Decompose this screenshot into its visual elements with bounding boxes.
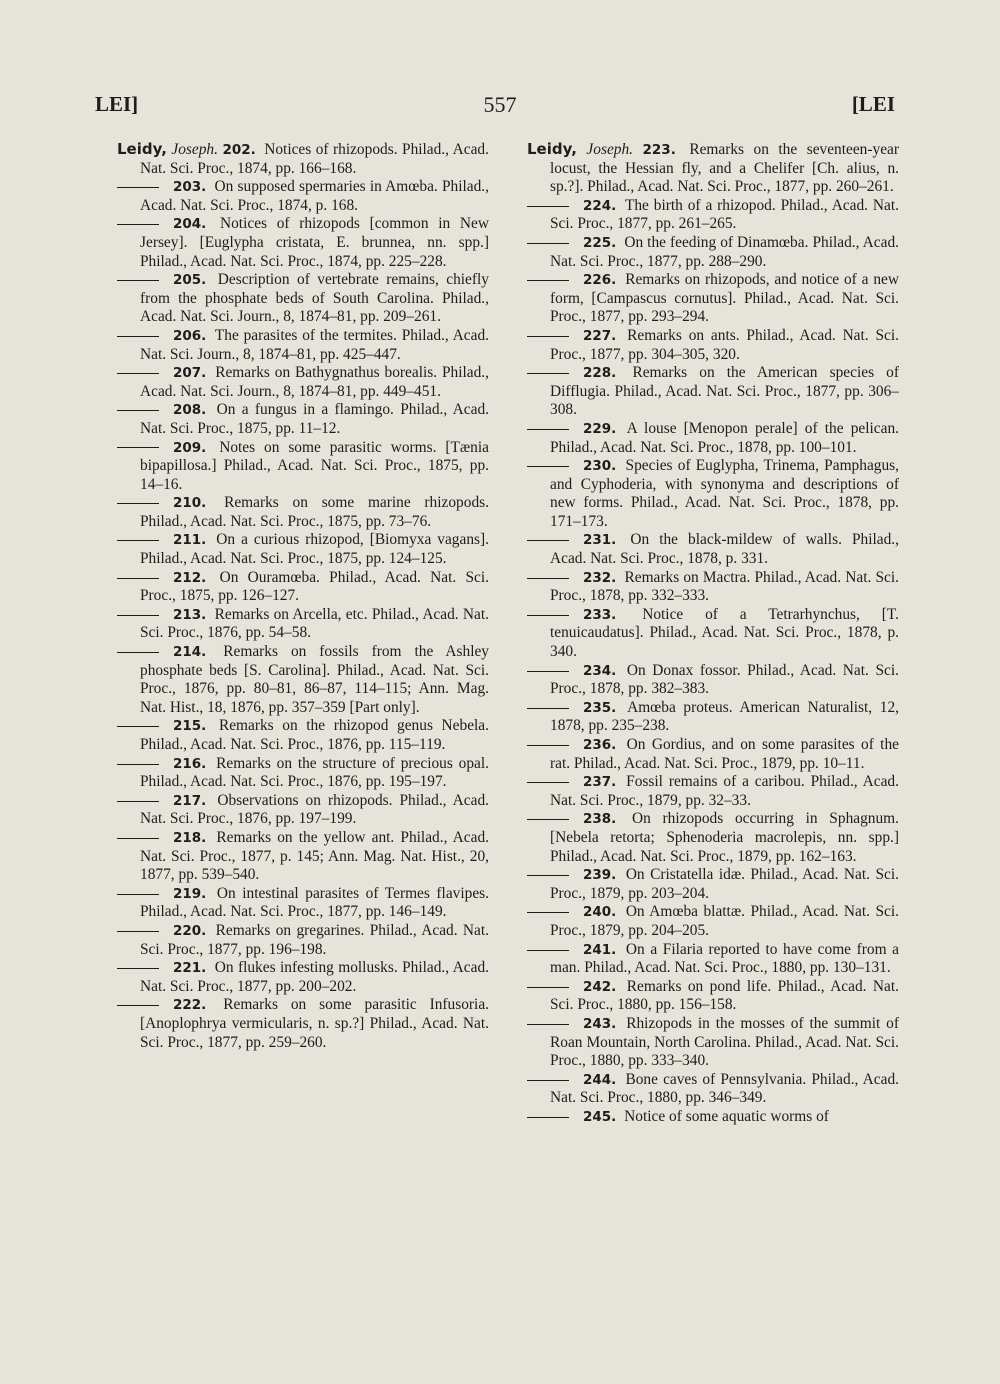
bibliography-entry [527, 773, 899, 810]
ditto-dash [527, 782, 569, 783]
bibliography-entry [527, 569, 899, 606]
ditto-dash [117, 503, 159, 504]
entry-text: Species of Euglypha, Trinema, Pamphagus, and Cyphoderia, with synonyma and descriptions of new forms. Philad., Acad. Nat. Sci. Proc., 1878, pp. 171–173. [550, 457, 899, 530]
entry-number: 220. [173, 922, 207, 939]
bibliography-entry [527, 531, 899, 568]
entry-text: Notes on some parasitic worms. [Tænia bipapillosa.] Philad., Acad. Nat. Sci. Proc., 1875, pp. 14–16. [140, 438, 489, 493]
bibliography-entry [527, 420, 899, 457]
ditto-dash [117, 336, 159, 337]
entry-number: 221. [173, 960, 207, 977]
ditto-dash [527, 429, 569, 430]
bibliography-entry [117, 401, 489, 438]
entry-number: 219. [173, 885, 207, 902]
ditto-dash [527, 819, 569, 820]
ditto-dash [117, 410, 159, 411]
ditto-dash [527, 1080, 569, 1081]
ditto-dash [527, 912, 569, 913]
ditto-dash [527, 336, 569, 337]
entry-text: Remarks on the seventeen-year locust, the Hessian fly, and a Chelifer [Ch. alius, n. sp.?]. Philad., Acad. Nat. Sci. Proc., 1877, pp. 260–261. [550, 141, 899, 196]
entry-text: Remarks on fossils from the Ashley phosphate beds [S. Carolina]. Philad., Acad. Nat. Sci. Proc., 1876, pp. 80–81, 86–87, 114–115; Ann. Mag. Nat. Hist., 18, 1876, pp. 357–359 [Part only]. [140, 643, 489, 716]
entry-text: On a fungus in a flamingo. Philad., Acad. Nat. Sci. Proc., 1875, pp. 11–12. [140, 401, 489, 437]
entry-text: The birth of a rhizopod. Philad., Acad. Nat. Sci. Proc., 1877, pp. 261–265. [550, 196, 899, 233]
entry-text: Description of vertebrate remains, chiefly from the phosphate beds of South Carolina. Philad., Acad. Nat. Sci. Journ., 8, 1874–81, pp. 209–261. [140, 271, 489, 326]
bibliography-entry [117, 792, 489, 829]
entry-text: On the feeding of Dinamœba. Philad., Acad. Nat. Sci. Proc., 1877, pp. 288–290. [550, 233, 899, 270]
bibliography-entry [117, 829, 489, 885]
bibliography-entry [117, 439, 489, 495]
entry-text: On the black-mildew of walls. Philad., Acad. Nat. Sci. Proc., 1878, p. 331. [550, 531, 899, 568]
bibliography-entry [117, 717, 489, 754]
entry-number: 241. [583, 941, 617, 958]
entry-number: 211. [173, 532, 207, 549]
bibliography-entry [117, 178, 489, 215]
entry-text: On Gordius, and on some parasites of the rat. Philad., Acad. Nat. Sci. Proc., 1879, pp. 10–11. [550, 736, 899, 772]
entry-text: Remarks on the American species of Difflugia. Philad., Acad. Nat. Sci. Proc., 1877, pp. 306–308. [550, 364, 899, 419]
ditto-dash [117, 838, 159, 839]
entry-number: 212. [173, 569, 207, 586]
bibliography-entry [117, 140, 489, 178]
ditto-dash [117, 931, 159, 932]
entry-number: 235. [583, 699, 617, 716]
entry-number: 214. [173, 644, 207, 661]
ditto-dash [527, 987, 569, 988]
right-column [527, 140, 899, 1126]
bibliography-entry [527, 941, 899, 978]
entry-number: 226. [583, 272, 617, 289]
bibliography-entry [527, 327, 899, 364]
bibliography-entry [527, 140, 899, 197]
bibliography-entry [117, 364, 489, 401]
entry-text: Amœba proteus. American Naturalist, 12, 1878, pp. 235–238. [550, 698, 899, 735]
bibliography-entry [117, 494, 489, 531]
entry-number: 236. [583, 737, 617, 753]
entry-number: 203. [173, 179, 207, 196]
entry-number: 208. [173, 402, 207, 419]
ditto-dash [117, 801, 159, 802]
bibliography-entry [527, 457, 899, 531]
entry-text: Remarks on the structure of precious opal. Philad., Acad. Nat. Sci. Proc., 1876, pp. 195–197. [140, 754, 489, 791]
ditto-dash [527, 578, 569, 579]
entry-number: 227. [583, 327, 617, 344]
entry-text: Remarks on ants. Philad., Acad. Nat. Sci. Proc., 1877, pp. 304–305, 320. [550, 326, 899, 363]
ditto-dash [117, 540, 159, 541]
author-name: Leidy, [527, 140, 577, 158]
entry-text: On a Filaria reported to have come from a man. Philad., Acad. Nat. Sci. Proc., 1880, pp. 130–131. [550, 940, 899, 977]
ditto-dash [527, 671, 569, 672]
bibliography-entry [117, 959, 489, 996]
entry-text: On intestinal parasites of Termes flavipes. Philad., Acad. Nat. Sci. Proc., 1877, pp. 146–149. [140, 884, 489, 921]
bibliography-entry [117, 885, 489, 922]
entry-text: Remarks on the rhizopod genus Nebela. Philad., Acad. Nat. Sci. Proc., 1876, pp. 115–119. [140, 717, 489, 753]
ditto-dash [117, 764, 159, 765]
entry-text: On a curious rhizopod, [Biomyxa vagans]. Philad., Acad. Nat. Sci. Proc., 1875, pp. 124–125. [140, 531, 489, 568]
ditto-dash [117, 447, 159, 448]
entry-number: 205. [173, 272, 207, 289]
entry-text: Notice of some aquatic worms of [624, 1107, 829, 1125]
bibliography-entry [527, 699, 899, 736]
entry-number: 216. [173, 755, 207, 772]
bibliography-entry [527, 903, 899, 940]
bibliography-entry [527, 234, 899, 271]
bibliography-entry [527, 662, 899, 699]
entry-number: 209. [173, 439, 207, 456]
entry-number: 245. [583, 1108, 617, 1125]
entry-text: Notices of rhizopods. Philad., Acad. Nat. Sci. Proc., 1874, pp. 166–168. [140, 141, 489, 177]
bibliography-entry [527, 271, 899, 327]
ditto-dash [527, 950, 569, 951]
entry-number: 242. [583, 978, 617, 995]
ditto-dash [527, 1024, 569, 1025]
entry-number: 218. [173, 829, 207, 846]
entry-number: 215. [173, 718, 207, 735]
bibliography-entry [117, 215, 489, 271]
entry-number: 222. [173, 997, 207, 1014]
bibliography-entry [527, 606, 899, 662]
author-first-name: Joseph. [171, 141, 218, 158]
bibliography-entry [117, 996, 489, 1052]
ditto-dash [117, 894, 159, 895]
entry-number: 237. [583, 774, 617, 791]
entry-number: 206. [173, 327, 207, 344]
ditto-dash [117, 615, 159, 616]
entry-number: 232. [583, 569, 617, 586]
ditto-dash [117, 187, 159, 188]
entry-text: Remarks on pond life. Philad., Acad. Nat. Sci. Proc., 1880, pp. 156–158. [550, 977, 899, 1014]
header-right-key: [LEI [851, 92, 895, 116]
ditto-dash [117, 578, 159, 579]
ditto-dash [117, 373, 159, 374]
bibliography-entry [117, 643, 489, 717]
bibliography-entry [527, 1015, 899, 1071]
entry-text: The parasites of the termites. Philad., Acad. Nat. Sci. Journ., 8, 1874–81, pp. 425–447. [140, 326, 489, 363]
entry-number: 240. [583, 904, 617, 921]
ditto-dash [527, 615, 569, 616]
entry-text: Remarks on some parasitic Infusoria. [Anoplophrya vermicularis, n. sp.?] Philad., Acad. Nat. Sci. Proc., 1877, pp. 259–260. [140, 996, 489, 1051]
entry-number: 202. [222, 142, 256, 158]
ditto-dash [527, 875, 569, 876]
bibliography-entry [527, 1071, 899, 1108]
entry-number: 225. [583, 234, 617, 251]
ditto-dash [527, 540, 569, 541]
bibliography-entry [117, 271, 489, 327]
entry-number: 238. [583, 811, 617, 828]
entry-text: Remarks on Bathygnathus borealis. Philad., Acad. Nat. Sci. Journ., 8, 1874–81, pp. 449–451. [140, 364, 489, 400]
ditto-dash [527, 708, 569, 709]
entry-text: On Ouramœba. Philad., Acad. Nat. Sci. Proc., 1875, pp. 126–127. [140, 568, 489, 605]
bibliography-entry [527, 1108, 899, 1127]
entry-number: 239. [583, 867, 617, 884]
bibliography-entry [117, 606, 489, 643]
entry-number: 217. [173, 792, 207, 809]
ditto-dash [117, 726, 159, 727]
entry-text: Observations on rhizopods. Philad., Acad. Nat. Sci. Proc., 1876, pp. 197–199. [140, 791, 489, 828]
author-name: Leidy, [117, 140, 167, 158]
ditto-dash [117, 968, 159, 969]
author-first-name: Joseph. [586, 141, 634, 158]
ditto-dash [527, 745, 569, 746]
entry-number: 223. [642, 142, 676, 158]
ditto-dash [117, 224, 159, 225]
entry-text: Fossil remains of a caribou. Philad., Acad. Nat. Sci. Proc., 1879, pp. 32–33. [550, 773, 899, 809]
entry-number: 224. [583, 197, 617, 214]
entry-text: Remarks on rhizopods, and notice of a new form, [Campascus cornutus]. Philad., Acad. Nat. Sci. Proc., 1877, pp. 293–294. [550, 271, 899, 326]
ditto-dash [527, 206, 569, 207]
entry-number: 207. [173, 365, 207, 382]
entry-text: Remarks on some marine rhizopods. Philad., Acad. Nat. Sci. Proc., 1875, pp. 73–76. [140, 494, 489, 530]
ditto-dash [527, 373, 569, 374]
entry-text: Notices of rhizopods [common in New Jersey]. [Euglypha cristata, E. brunnea, nn. spp.] Philad., Acad. Nat. Sci. Proc., 1874, pp. 225–228. [140, 215, 489, 270]
bibliography-entry [527, 978, 899, 1015]
bibliography-entry [117, 327, 489, 364]
entry-text: Notice of a Tetrarhynchus, [T. tenuicaudatus]. Philad., Acad. Nat. Sci. Proc., 1878, p. 340. [550, 605, 899, 661]
entry-number: 231. [583, 532, 617, 549]
entry-text: On rhizopods occurring in Sphagnum. [Nebela retorta; Sphenoderia macrolepis, nn. spp.] Philad., Acad. Nat. Sci. Proc., 1879, pp. 162–163. [550, 810, 899, 865]
entry-text: On Cristatella idæ. Philad., Acad. Nat. Sci. Proc., 1879, pp. 203–204. [550, 866, 899, 902]
entry-number: 204. [173, 216, 207, 233]
entry-text: Bone caves of Pennsylvania. Philad., Acad. Nat. Sci. Proc., 1880, pp. 346–349. [550, 1070, 899, 1107]
entry-text: Rhizopods in the mosses of the summit of Roan Mountain, North Carolina. Philad., Acad. Nat. Sci. Proc., 1880, pp. 333–340. [550, 1014, 899, 1070]
entry-number: 233. [583, 606, 617, 623]
ditto-dash [527, 280, 569, 281]
entry-text: On supposed spermaries in Amœba. Philad., Acad. Nat. Sci. Proc., 1874, p. 168. [140, 178, 489, 214]
page-number: 557 [483, 92, 517, 117]
entry-text: On Donax fossor. Philad., Acad. Nat. Sci. Proc., 1878, pp. 382–383. [550, 661, 899, 698]
bibliography-entry [117, 531, 489, 568]
bibliography-entry [527, 364, 899, 420]
bibliography-entry [117, 569, 489, 606]
ditto-dash [527, 243, 569, 244]
entry-number: 213. [173, 606, 207, 623]
entry-number: 229. [583, 420, 617, 437]
header-left-key: LEI] [95, 92, 139, 116]
ditto-dash [117, 652, 159, 653]
bibliography-entry [527, 810, 899, 866]
bibliography-entry [527, 866, 899, 903]
entry-number: 230. [583, 458, 617, 475]
entry-text: Remarks on gregarines. Philad., Acad. Nat. Sci. Proc., 1877, pp. 196–198. [140, 921, 489, 958]
entry-text: Remarks on Arcella, etc. Philad., Acad. Nat. Sci. Proc., 1876, pp. 54–58. [140, 605, 489, 642]
ditto-dash [117, 280, 159, 281]
bibliography-entry [117, 755, 489, 792]
entry-number: 244. [583, 1071, 617, 1088]
ditto-dash [117, 1005, 159, 1006]
page-header [0, 92, 1000, 122]
entry-text: On Amœba blattæ. Philad., Acad. Nat. Sci. Proc., 1879, pp. 204–205. [550, 903, 899, 939]
entry-text: Remarks on the yellow ant. Philad., Acad. Nat. Sci. Proc., 1877, p. 145; Ann. Mag. Nat. Hist., 20, 1877, pp. 539–540. [140, 828, 489, 884]
ditto-dash [527, 1117, 569, 1118]
left-column [117, 140, 489, 1052]
entry-text: Remarks on Mactra. Philad., Acad. Nat. Sci. Proc., 1878, pp. 332–333. [550, 568, 899, 605]
bibliography-entry [117, 922, 489, 959]
ditto-dash [527, 466, 569, 467]
entry-number: 243. [583, 1015, 617, 1032]
entry-text: A louse [Menopon perale] of the pelican. Philad., Acad. Nat. Sci. Proc., 1878, pp. 100–101. [550, 419, 900, 456]
bibliography-entry [527, 736, 899, 773]
bibliography-entry [527, 197, 899, 234]
entry-text: On flukes infesting mollusks. Philad., Acad. Nat. Sci. Proc., 1877, pp. 200–202. [140, 959, 489, 995]
entry-number: 234. [583, 662, 617, 679]
entry-number: 228. [583, 365, 617, 382]
entry-number: 210. [173, 495, 207, 512]
